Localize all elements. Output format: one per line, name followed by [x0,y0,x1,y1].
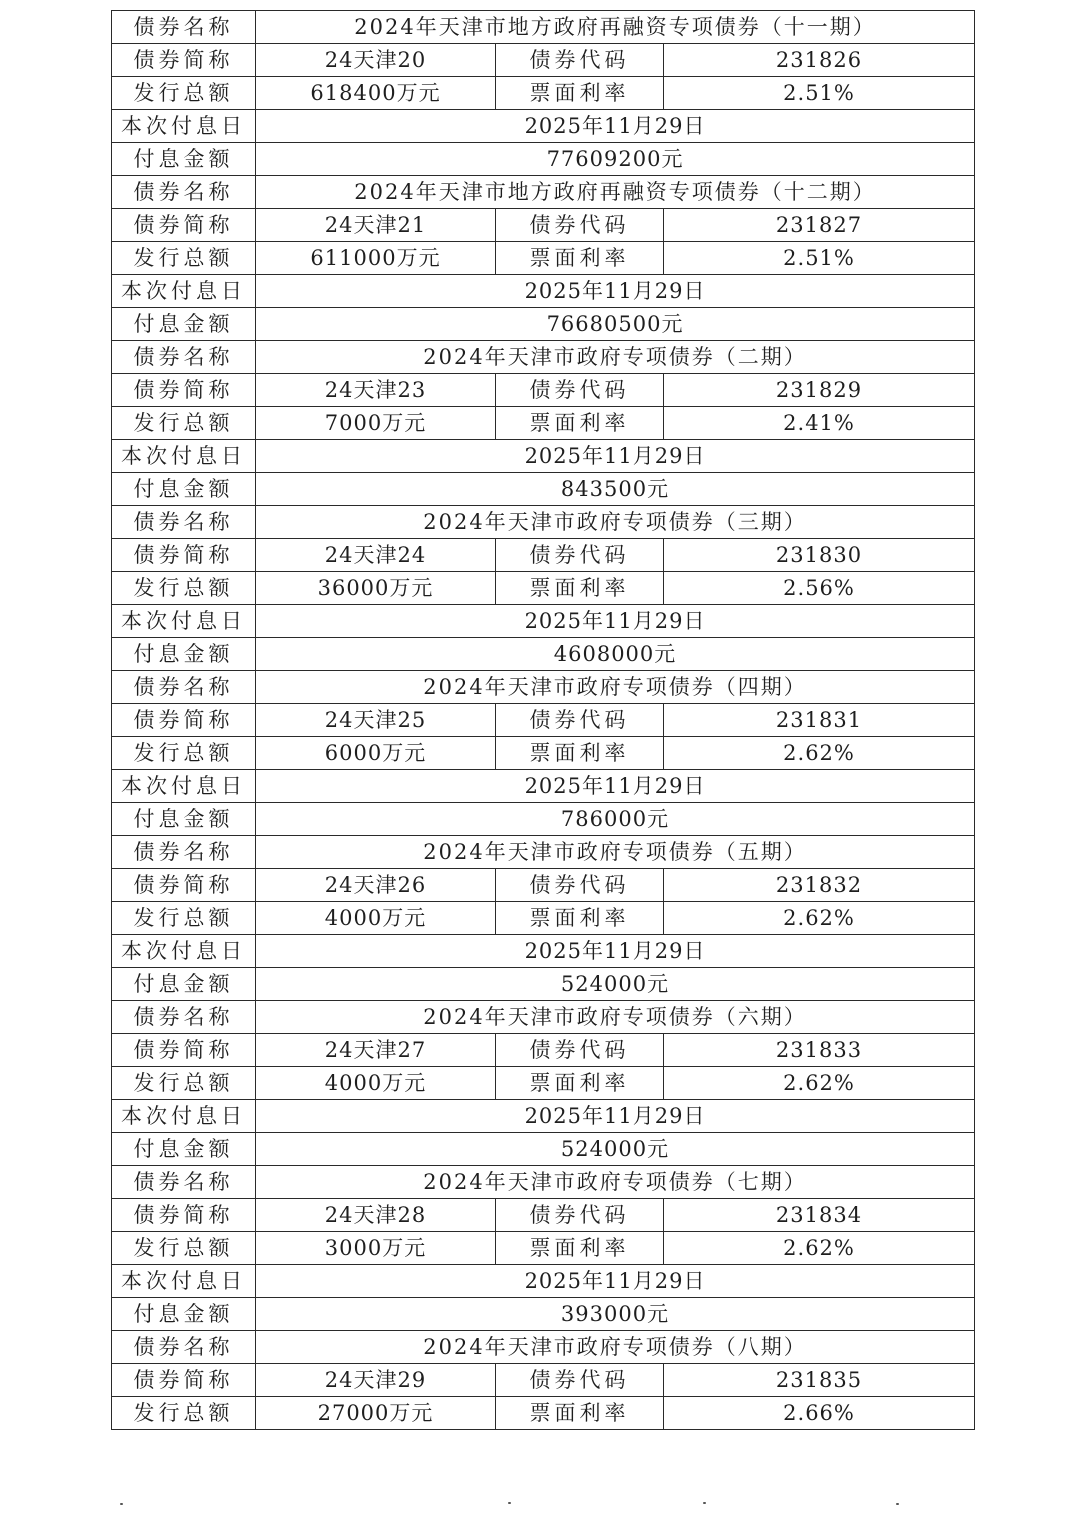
bond-code-label: 债券代码 [496,1034,664,1067]
bond-name-row [112,506,975,539]
bond-code-label: 债券代码 [496,539,664,572]
pay-date-row [112,275,975,308]
issue-total-row [112,1232,975,1265]
pay-amount-label: 付息金额 [112,968,256,1001]
pay-date-label: 本次付息日 [112,770,256,803]
issue-total-row [112,902,975,935]
bond-name-row [112,1001,975,1034]
bond-short-row [112,1364,975,1397]
bond-code-value: 231833 [664,1034,975,1067]
pay-date-label: 本次付息日 [112,110,256,143]
issue-total-value: 3000万元 [256,1232,496,1265]
bond-short-value: 24天津21 [256,209,496,242]
coupon-rate-value: 2.66% [664,1397,975,1430]
pay-date-label: 本次付息日 [112,605,256,638]
pay-amount-value: 786000元 [256,803,975,836]
pay-date-row [112,935,975,968]
bond-short-value: 24天津28 [256,1199,496,1232]
bond-short-label: 债券简称 [112,869,256,902]
bond-name-label: 债券名称 [112,176,256,209]
pay-amount-row [112,473,975,506]
bond-code-value: 231827 [664,209,975,242]
coupon-rate-value: 2.51% [664,242,975,275]
bond-short-row [112,869,975,902]
pay-amount-label: 付息金额 [112,308,256,341]
coupon-rate-label: 票面利率 [496,407,664,440]
pay-amount-label: 付息金额 [112,1133,256,1166]
bond-code-value: 231834 [664,1199,975,1232]
bond-name-row [112,1331,975,1364]
bond-code-value: 231832 [664,869,975,902]
pay-amount-value: 393000元 [256,1298,975,1331]
bond-short-label: 债券简称 [112,704,256,737]
bond-code-label: 债券代码 [496,1364,664,1397]
pay-amount-row [112,143,975,176]
bond-code-label: 债券代码 [496,374,664,407]
bond-name-row [112,1166,975,1199]
issue-total-value: 4000万元 [256,1067,496,1100]
bond-name-value: 2024年天津市政府专项债券（六期） [256,1001,975,1034]
pay-amount-value: 524000元 [256,968,975,1001]
pay-date-value: 2025年11月29日 [256,1265,975,1298]
pay-date-label: 本次付息日 [112,275,256,308]
pay-amount-row [112,638,975,671]
bond-short-value: 24天津23 [256,374,496,407]
bond-code-value: 231826 [664,44,975,77]
pay-amount-value: 843500元 [256,473,975,506]
bond-code-label: 债券代码 [496,704,664,737]
pay-amount-label: 付息金额 [112,473,256,506]
pay-amount-row [112,968,975,1001]
issue-total-label: 发行总额 [112,1067,256,1100]
pay-date-row [112,440,975,473]
pay-date-value: 2025年11月29日 [256,1100,975,1133]
pay-date-label: 本次付息日 [112,1100,256,1133]
bond-short-row [112,44,975,77]
pay-amount-row [112,1298,975,1331]
issue-total-row [112,407,975,440]
issue-total-label: 发行总额 [112,407,256,440]
issue-total-row [112,242,975,275]
bond-short-label: 债券简称 [112,374,256,407]
issue-total-row [112,77,975,110]
coupon-rate-label: 票面利率 [496,572,664,605]
bond-short-label: 债券简称 [112,1034,256,1067]
issue-total-label: 发行总额 [112,77,256,110]
bond-short-value: 24天津27 [256,1034,496,1067]
bond-short-value: 24天津29 [256,1364,496,1397]
pay-amount-value: 76680500元 [256,308,975,341]
coupon-rate-value: 2.56% [664,572,975,605]
issue-total-value: 7000万元 [256,407,496,440]
issue-total-value: 4000万元 [256,902,496,935]
bond-short-value: 24天津26 [256,869,496,902]
bond-short-label: 债券简称 [112,209,256,242]
bond-short-row [112,374,975,407]
coupon-rate-label: 票面利率 [496,902,664,935]
issue-total-row [112,1067,975,1100]
pay-date-value: 2025年11月29日 [256,110,975,143]
bond-short-row [112,1199,975,1232]
table-body [112,11,975,1430]
pay-amount-row [112,1133,975,1166]
bond-name-label: 债券名称 [112,1166,256,1199]
issue-total-label: 发行总额 [112,1397,256,1430]
pay-date-value: 2025年11月29日 [256,440,975,473]
pay-amount-label: 付息金额 [112,143,256,176]
issue-total-value: 27000万元 [256,1397,496,1430]
bond-name-label: 债券名称 [112,11,256,44]
bond-short-row [112,209,975,242]
bond-short-row [112,1034,975,1067]
bond-code-value: 231829 [664,374,975,407]
bond-short-value: 24天津24 [256,539,496,572]
issue-total-label: 发行总额 [112,572,256,605]
pay-date-row [112,770,975,803]
pay-amount-value: 4608000元 [256,638,975,671]
bond-name-value: 2024年天津市地方政府再融资专项债券（十一期） [256,11,975,44]
issue-total-value: 6000万元 [256,737,496,770]
bond-name-value: 2024年天津市政府专项债券（七期） [256,1166,975,1199]
bond-name-value: 2024年天津市地方政府再融资专项债券（十二期） [256,176,975,209]
bond-name-row [112,11,975,44]
bond-name-label: 债券名称 [112,1001,256,1034]
pay-amount-row [112,308,975,341]
coupon-rate-value: 2.41% [664,407,975,440]
bond-name-row [112,671,975,704]
pay-date-label: 本次付息日 [112,1265,256,1298]
bond-name-label: 债券名称 [112,506,256,539]
issue-total-value: 36000万元 [256,572,496,605]
pay-amount-value: 524000元 [256,1133,975,1166]
coupon-rate-label: 票面利率 [496,1232,664,1265]
issue-total-label: 发行总额 [112,242,256,275]
pay-date-row [112,110,975,143]
bond-code-label: 债券代码 [496,44,664,77]
pay-date-label: 本次付息日 [112,440,256,473]
pay-date-value: 2025年11月29日 [256,935,975,968]
bond-name-label: 债券名称 [112,671,256,704]
pay-amount-value: 77609200元 [256,143,975,176]
coupon-rate-label: 票面利率 [496,737,664,770]
pay-date-label: 本次付息日 [112,935,256,968]
coupon-rate-label: 票面利率 [496,1397,664,1430]
issue-total-label: 发行总额 [112,737,256,770]
scan-speck [120,1503,123,1505]
bond-name-value: 2024年天津市政府专项债券（三期） [256,506,975,539]
bond-short-row [112,704,975,737]
bond-name-row [112,836,975,869]
bond-name-value: 2024年天津市政府专项债券（五期） [256,836,975,869]
bond-name-row [112,341,975,374]
coupon-rate-label: 票面利率 [496,242,664,275]
scan-speck [703,1502,706,1504]
pay-amount-label: 付息金额 [112,1298,256,1331]
issue-total-label: 发行总额 [112,902,256,935]
pay-date-row [112,1265,975,1298]
coupon-rate-value: 2.62% [664,1232,975,1265]
bond-short-label: 债券简称 [112,1364,256,1397]
bond-code-label: 债券代码 [496,1199,664,1232]
bond-short-value: 24天津25 [256,704,496,737]
pay-amount-label: 付息金额 [112,803,256,836]
issue-total-row [112,737,975,770]
bond-name-value: 2024年天津市政府专项债券（二期） [256,341,975,374]
bond-short-label: 债券简称 [112,1199,256,1232]
pay-date-row [112,1100,975,1133]
bond-name-label: 债券名称 [112,836,256,869]
coupon-rate-label: 票面利率 [496,77,664,110]
pay-amount-label: 付息金额 [112,638,256,671]
bond-short-label: 债券简称 [112,44,256,77]
bond-code-label: 债券代码 [496,209,664,242]
bond-code-label: 债券代码 [496,869,664,902]
pay-amount-row [112,803,975,836]
bond-name-value: 2024年天津市政府专项债券（八期） [256,1331,975,1364]
bond-code-value: 231831 [664,704,975,737]
bond-name-label: 债券名称 [112,341,256,374]
pay-date-value: 2025年11月29日 [256,275,975,308]
bond-short-value: 24天津20 [256,44,496,77]
bond-short-label: 债券简称 [112,539,256,572]
coupon-rate-value: 2.62% [664,737,975,770]
coupon-rate-value: 2.62% [664,902,975,935]
coupon-rate-label: 票面利率 [496,1067,664,1100]
scan-speck [508,1502,511,1504]
bond-name-row [112,176,975,209]
coupon-rate-value: 2.62% [664,1067,975,1100]
bond-interest-table [111,10,975,1430]
bond-name-label: 债券名称 [112,1331,256,1364]
bond-code-value: 231830 [664,539,975,572]
scan-speck [896,1503,899,1505]
issue-total-value: 611000万元 [256,242,496,275]
pay-date-value: 2025年11月29日 [256,605,975,638]
bond-name-value: 2024年天津市政府专项债券（四期） [256,671,975,704]
issue-total-row [112,1397,975,1430]
issue-total-row [112,572,975,605]
issue-total-value: 618400万元 [256,77,496,110]
bond-short-row [112,539,975,572]
issue-total-label: 发行总额 [112,1232,256,1265]
bond-code-value: 231835 [664,1364,975,1397]
pay-date-row [112,605,975,638]
pay-date-value: 2025年11月29日 [256,770,975,803]
coupon-rate-value: 2.51% [664,77,975,110]
